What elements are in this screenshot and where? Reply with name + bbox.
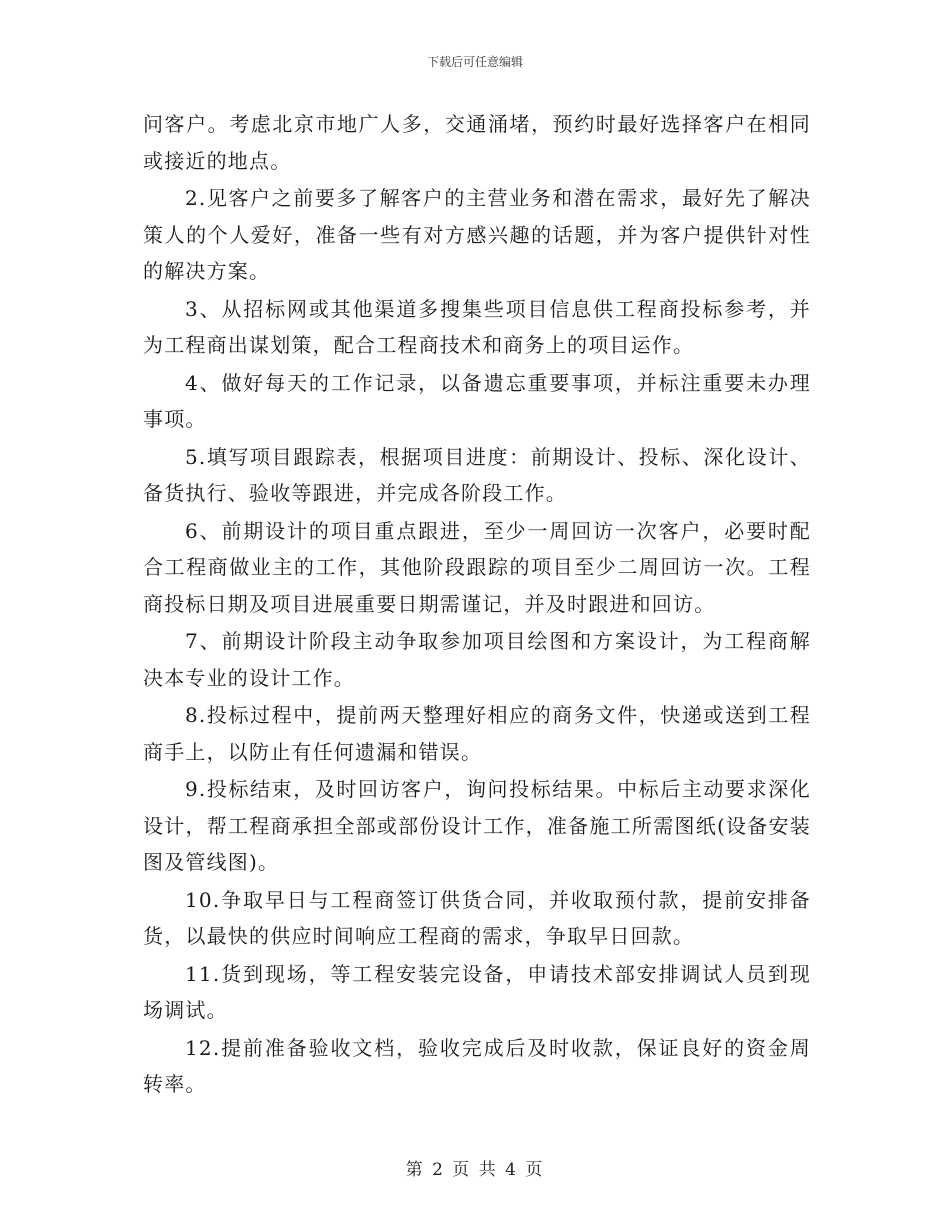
paragraph-item-9: 9.投标结束，及时回访客户，询问投标结果。中标后主动要求深化设计，帮工程商承担全部或部份设计工作，准备施工所需图纸(设备安装图及管线图)。 — [143, 777, 811, 874]
paragraph-item-12: 12.提前准备验收文档，验收完成后及时收款，保证良好的资金周转率。 — [143, 1035, 811, 1096]
paragraph-item-11: 11.货到现场，等工程安装完设备，申请技术部安排调试人员到现场调试。 — [143, 961, 811, 1022]
page-footer: 第 2 页 共 4 页 — [405, 1160, 545, 1180]
paragraph-item-4: 4、做好每天的工作记录，以备遗忘重要事项，并标注重要未办理事项。 — [143, 370, 811, 431]
paragraph-item-2: 2.见客户之前要多了解客户的主营业务和潜在需求，最好先了解决策人的个人爱好，准备一些有对方感兴趣的话题，并为客户提供针对性的解决方案。 — [143, 186, 811, 283]
paragraph-item-5: 5.填写项目跟踪表，根据项目进度：前期设计、投标、深化设计、备货执行、验收等跟进，并完成各阶段工作。 — [143, 444, 811, 505]
paragraph-item-7: 7、前期设计阶段主动争取参加项目绘图和方案设计，为工程商解决本专业的设计工作。 — [143, 629, 811, 690]
paragraph-item-10: 10.争取早日与工程商签订供货合同，并收取预付款，提前安排备货，以最快的供应时间响应工程商的需求，争取早日回款。 — [143, 887, 811, 948]
page-header: 下载后可任意编辑 — [426, 55, 523, 69]
paragraph-item-8: 8.投标过程中，提前两天整理好相应的商务文件，快递或送到工程商手上，以防止有任何遗漏和错误。 — [143, 703, 811, 764]
paragraph-item-3: 3、从招标网或其他渠道多搜集些项目信息供工程商投标参考，并为工程商出谋划策，配合工程商技术和商务上的项目运作。 — [143, 296, 811, 357]
paragraph-item-6: 6、前期设计的项目重点跟进，至少一周回访一次客户，必要时配合工程商做业主的工作，其他阶段跟踪的项目至少二周回访一次。工程商投标日期及项目进展重要日期需谨记，并及时跟进和回访。 — [143, 518, 811, 616]
document-body — [143, 106, 811, 1104]
paragraph-continuation: 问客户。考虑北京市地广人多，交通涌堵，预约时最好选择客户在相同或接近的地点。 — [143, 112, 811, 173]
